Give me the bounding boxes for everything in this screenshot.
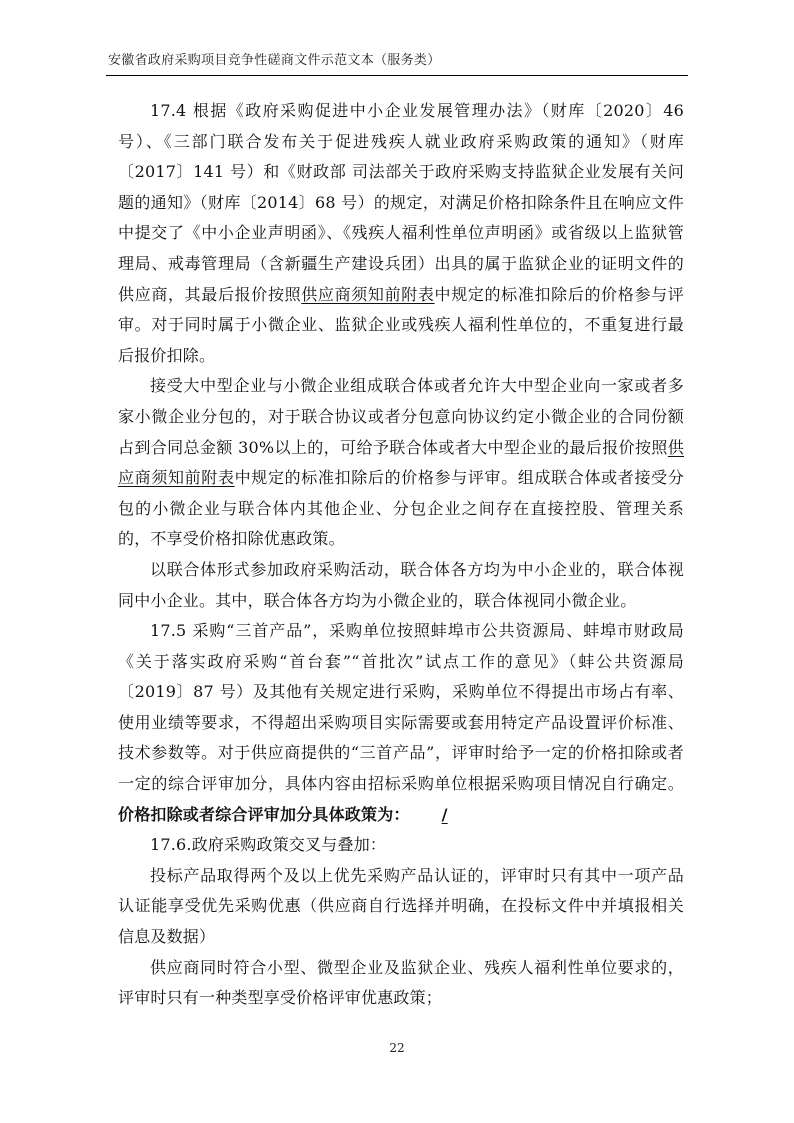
- paragraph-17-5: [118, 616, 684, 830]
- document-body: [118, 96, 684, 1014]
- paragraph-17-4-text-a: 17.4 根据《政府采购促进中小企业发展管理办法》（财库〔2020〕46 号）、《三部门联合发布关于促进残疾人就业政府采购政策的通知》（财库〔2017〕141 号）和《财政部 司法部关于政府采购支持监狱企业发展有关问题的通知》（财库〔2014〕68 号）的规定，对满足价格扣除条件且在响应文件中提交了《中小企业声明函》、《残疾人福利性单位声明函》或省级以上监狱管理局、戒毒管理局（含新疆生产建设兵团）出具的属于监狱企业的证明文件的供应商，其最后报价按照: [118, 101, 684, 304]
- paragraph-consortium-sme: 以联合体形式参加政府采购活动，联合体各方均为中小企业的，联合体视同中小企业。其中，联合体各方均为小微企业的，联合体视同小微企业。: [118, 559, 684, 610]
- paragraph-preference-type: 供应商同时符合小型、微型企业及监狱企业、残疾人福利性单位要求的，评审时只有一种类型享受价格评审优惠政策；: [118, 957, 684, 1008]
- paragraph-17-6: 17.6.政府采购政策交叉与叠加：: [150, 835, 387, 855]
- paragraph-certification: 投标产品取得两个及以上优先采购产品认证的，评审时只有其中一项产品认证能享受优先采购优惠（供应商自行选择并明确，在投标文件中并填报相关信息及数据）: [118, 865, 684, 947]
- paragraph-17-4-text-b: 中规定的标准扣除后的价格参与评审。对于同时属于小微企业、监狱企业或残疾人福利性单位的，不重复进行最后报价扣除。: [118, 284, 684, 365]
- paragraph-17-5-fill-blank: /: [441, 804, 448, 824]
- document-header: 安徽省政府采购项目竞争性磋商文件示范文本（服务类）: [108, 53, 441, 68]
- paragraph-17-5-bold-label: 价格扣除或者综合评审加分具体政策为：: [118, 804, 410, 824]
- paragraph-consortium-text-a: 接受大中型企业与小微企业组成联合体或者允许大中型企业向一家或者多家小微企业分包的，对于联合协议或者分包意向协议约定小微企业的合同份额占到合同总金额 30%以上的，可给予联合体或者大中型企业的最后报价按照: [118, 376, 684, 457]
- paragraph-consortium-subcontract: [118, 371, 684, 555]
- paragraph-consortium-text-b: 中规定的标准扣除后的价格参与评审。组成联合体或者接受分包的小微企业与联合体内其他企业、分包企业之间存在直接控股、管理关系的，不享受价格扣除优惠政策。: [118, 468, 684, 549]
- header-divider: [106, 75, 688, 76]
- page-number: 22: [389, 1041, 405, 1055]
- paragraph-17-4: [118, 96, 684, 371]
- paragraph-17-4-reference: 供应商须知前附表: [301, 284, 435, 304]
- paragraph-consortium-reference: 供应商须知前附表: [118, 437, 684, 488]
- paragraph-17-5-text: 17.5 采购“三首产品”，采购单位按照蚌埠市公共资源局、蚌埠市财政局《关于落实政府采购“首台套”“首批次”试点工作的意见》（蚌公共资源局〔2019〕87 号）及其他有关规定进行采购，采购单位不得提出市场占有率、使用业绩等要求，不得超出采购项目实际需要或套用特定产品设置评价标准、技术参数等。对于供应商提供的“三首产品”，评审时给予一定的价格扣除或者一定的综合评审加分，具体内容由招标采购单位根据采购项目情况自行确定。: [118, 621, 684, 794]
